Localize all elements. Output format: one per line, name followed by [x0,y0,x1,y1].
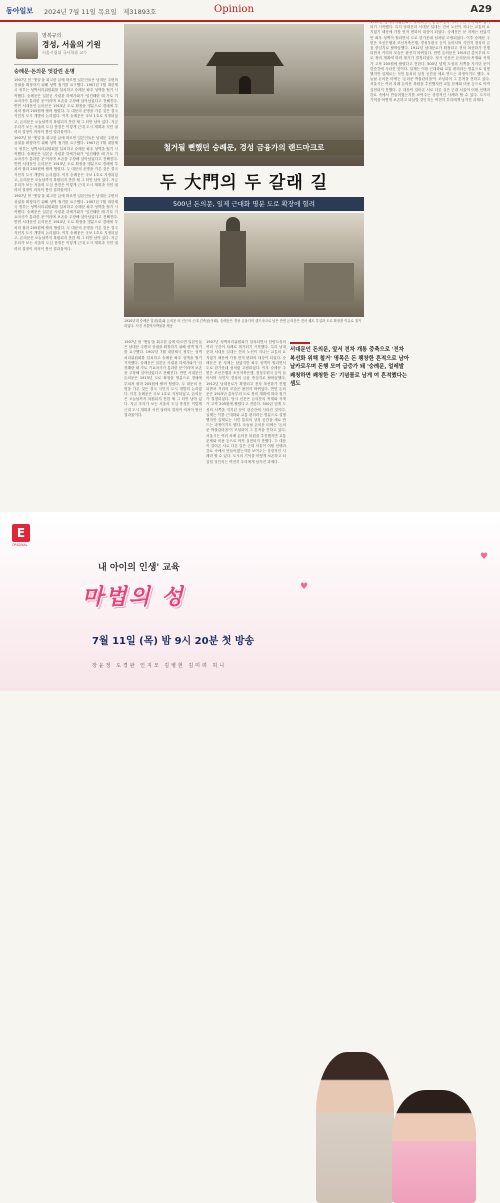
photo-overlay-caption: 철거될 뻔했던 숭례문, 경성 금융가의 랜드마크로 [124,140,364,155]
author-photo [16,32,38,59]
channel-tag: ORIGINAL [12,543,28,547]
divider [14,64,118,65]
issue-date: 2024년 7월 11일 목요일 제31893호 [44,8,157,16]
photo-street [124,213,364,317]
article-headline: 두 大門의 두 갈래 길 [159,173,329,193]
body-col-2: 1907년 봄 '옛일'을 회고한 글에 따르면 일본인들은 남대문 주변의 상권을 확장하기 위해 성벽 철거를 요구했다. 1907년 7월 대한제국 정부는 성벽처리위원회를 설치하고 숭례문 좌우 성벽을 헐기 시작했다. 숭례문은 일본군 사령관 하세가와가 '임진왜란 때 가토 기요마사가 통과한 문'이라며 보존을 주장해 살아남았다고 전해진다. 반면 서대문인 돈의문은 1915년 도로 확장을 명분으로 경매에 부쳐져 불과 205원에 팔려 헐렸다. 두 대문의 운명을 가른 것은 결국 식민지 도시 개발의 논리였다. 이후 숭례문은 국보 1호로 지정되었고, 돈의문은 오늘날까지 복원되지 못한 채 그 터만 남아 있다. 지금 우리가 보는 서울의 도심 풍경은 이렇게 근대 도시 계획과 식민 권력의 결정이 켜켜이 쌓인 결과물이다. [124,340,202,417]
ad-tagline: 내 아이의 인생' 교육 [98,563,180,573]
gate-illustration [216,64,274,94]
page-number: A29 [470,4,492,15]
cast-list: 장윤정 도경완 인지모 김병현 김미려 허니 [92,663,227,669]
newspaper-logo: 동아일보 [6,7,34,15]
show-title: 마법의 성 [82,584,185,610]
channel-logo: E [12,524,30,542]
air-time: 7월 11일 (목) 밤 9시 20분 첫 방송 [92,636,255,647]
column-body-right: 1907년 성벽처리위원회가 설치되면서 한양도성의 여러 구간이 차례로 철거되기 시작했다. 특히 남대문과 서대문 일대는 전차 노선이 지나는 교통의 요지였기 때문에 가장 먼저 변화의 대상이 되었다. 숭례문은 문 자체는 남았지만 좌우 성벽이 헐리면서 도로 한가운데 섬처럼 고립되었다. 이후 숭례문 주변은 조선은행과 조선저축은행, 경성우편국 등이 들어서며 식민지 경성의 금융 중심지로 탈바꿈했다. 1912년 남대문로가 확장되고 전차 복선화가 진행되면서 거리의 모습은 완전히 바뀌었다. 반면 돈의문은 1915년 총독부의 도로 정비 계획에 따라 철거가 결정되었다. 당시 신문은 돈의문의 목재와 석재가 고작 205원에 팔렸다고 전한다. 500년 넘게 도성의 서쪽을 지키던 문이 한순간에 사라진 것이다. 일제는 이를 근대화와 교통 편의라는 명분으로 설명했지만 실제로는 식민 통치의 상징 공간을 새로 만드는 과정이기도 했다. 오늘날 돈의문 터에는 '돈의문 박물관마을'이 조성되어 그 흔적을 전하고 있다. 서울시는 여러 차례 돈의문 복원을 추진했지만 교통 문제와 비용 등으로 아직 실현되지 못했다. 두 대문이 걸어온 서로 다른 길은 근대 서울이 어떤 선택과 강요 속에서 만들어졌는지를 보여주는 상징적인 사례라 할 수 있다. 도시의 기억을 어떻게 보존하고 되살릴 것인지는 여전히 우리에게 남겨진 과제다. [370,20,490,103]
actor-photo-male [316,1052,394,1203]
column-body-left: 1907년 봄 '옛일'을 회고한 글에 따르면 일본인들은 남대문 주변의 상권을 확장하기 위해 성벽 철거를 요구했다. 1907년 7월 대한제국 정부는 성벽처리위원회를 설치하고 숭례문 좌우 성벽을 헐기 시작했다. 숭례문은 일본군 사령관 하세가와가 '임진왜란 때 가토 기요마사가 통과한 문'이라며 보존을 주장해 살아남았다고 전해진다. 반면 서대문인 돈의문은 1915년 도로 확장을 명분으로 경매에 부쳐져 불과 205원에 팔려 헐렸다. 두 대문의 운명을 가른 것은 결국 식민지 도시 개발의 논리였다. 이후 숭례문은 국보 1호로 지정되었고, 돈의문은 오늘날까지 복원되지 못한 채 그 터만 남아 있다. 지금 우리가 보는 서울의 도심 풍경은 이렇게 근대 도시 계획과 식민 권력의 결정이 켜켜이 쌓인 결과물이다. 1907년 봄 '옛일'을 회고한 글에 따르면 일본인들은 남대문 주변의 상권을 확장하기 위해 성벽 철거를 요구했다. 1907년 7월 대한제국 정부는 성벽처리위원회를 설치하고 숭례문 좌우 성벽을 헐기 시작했다. 숭례문은 일본군 사령관 하세가와가 '임진왜란 때 가토 기요마사가 통과한 문'이라며 보존을 주장해 살아남았다고 전해진다. 반면 서대문인 돈의문은 1915년 도로 확장을 명분으로 경매에 부쳐져 불과 205원에 팔려 헐렸다. 두 대문의 운명을 가른 것은 결국 식민지 도시 개발의 논리였다. 이후 숭례문은 국보 1호로 지정되었고, 돈의문은 오늘날까지 복원되지 못한 채 그 터만 남아 있다. 지금 우리가 보는 서울의 도심 풍경은 이렇게 근대 도시 계획과 식민 권력의 결정이 켜켜이 쌓인 결과물이다. 1907년 봄 '옛일'을 회고한 글에 따르면 일본인들은 남대문 주변의 상권을 확장하기 위해 성벽 철거를 요구했다. 1907년 7월 대한제국 정부는 성벽처리위원회를 설치하고 숭례문 좌우 성벽을 헐기 시작했다. 숭례문은 일본군 사령관 하세가와가 '임진왜란 때 가토 기요마사가 통과한 문'이라며 보존을 주장해 살아남았다고 전해진다. 반면 서대문인 돈의문은 1915년 도로 확장을 명분으로 경매에 부쳐져 불과 205원에 팔려 헐렸다. 두 대문의 운명을 가른 것은 결국 식민지 도시 개발의 논리였다. 이후 숭례문은 국보 1호로 지정되었고, 돈의문은 오늘날까지 복원되지 못한 채 그 터만 남아 있다. 지금 우리가 보는 서울의 도심 풍경은 이렇게 근대 도시 계획과 식민 권력의 결정이 켜켜이 쌓인 결과물이다. [14,78,118,251]
body-col-3: 1907년 성벽처리위원회가 설치되면서 한양도성의 여러 구간이 차례로 철거되기 시작했다. 특히 남대문과 서대문 일대는 전차 노선이 지나는 교통의 요지였기 때문에 가장 먼저 변화의 대상이 되었다. 숭례문은 문 자체는 남았지만 좌우 성벽이 헐리면서 도로 한가운데 섬처럼 고립되었다. 이후 숭례문 주변은 조선은행과 조선저축은행, 경성우편국 등이 들어서며 식민지 경성의 금융 중심지로 탈바꿈했다. 1912년 남대문로가 확장되고 전차 복선화가 진행되면서 거리의 모습은 완전히 바뀌었다. 반면 돈의문은 1915년 총독부의 도로 정비 계획에 따라 철거가 결정되었다. 당시 신문은 돈의문의 목재와 석재가 고작 205원에 팔렸다고 전한다. 500년 넘게 도성의 서쪽을 지키던 문이 한순간에 사라진 것이다. 일제는 이를 근대화와 교통 편의라는 명분으로 설명했지만 실제로는 식민 통치의 상징 공간을 새로 만드는 과정이기도 했다. 오늘날 돈의문 터에는 '돈의문 박물관마을'이 조성되어 그 흔적을 전하고 있다. 서울시는 여러 차례 돈의문 복원을 추진했지만 교통 문제와 비용 등으로 아직 실현되지 못했다. 두 대문이 걸어온 서로 다른 길은 근대 서울이 어떤 선택과 강요 속에서 만들어졌는지를 보여주는 상징적인 사례라 할 수 있다. 도시의 기억을 어떻게 보존하고 되살릴 것인지는 여전히 우리에게 남겨진 과제다. [206,340,286,464]
column-byline-label: 염복규의 [42,33,62,39]
author-affiliation: 서울시립대 국사학과 교수 [42,50,88,55]
tower-illustration [220,231,246,287]
column-subhead: 숭례문·돈의문 엇갈린 운명 [14,69,75,75]
column-name: 경성, 서울의 기원 [42,40,101,49]
actor-photo-female [392,1090,476,1203]
heart-icon: ♥ [480,552,489,562]
masthead [0,0,500,22]
pull-quote: 서대문인 돈의문, 앞서 전차 개통 중축으로 '전차 복선화 위해 철거' 명목은 돈 팽창한 흔적으로 남아 날카로우며 돈행 모여 급증가 돼 '숭례문, 얼레발 쾌청하면 쾌청한 돈' 기념물로 남게 여 흔적했다는 셈도 [290,342,410,389]
section-title: Opinion [214,4,254,15]
photo-caption: 1920년대 숭례문 일대(위)와 돈의문 터 인근의 근대 건축물(아래). 숭례문은 경성 금융가의 랜드마크로 남은 반면 돈의문은 전차 궤도 부설과 도로 확장을 이유로 철거되었다. 사진 서울역사박물관 제공 [124,319,362,328]
heart-icon: ♥ [300,582,309,592]
article-deck: 500년 돈의문, 일제 근대화 명분 도로 확장에 헐려 [124,197,364,211]
advertisement [0,512,500,691]
